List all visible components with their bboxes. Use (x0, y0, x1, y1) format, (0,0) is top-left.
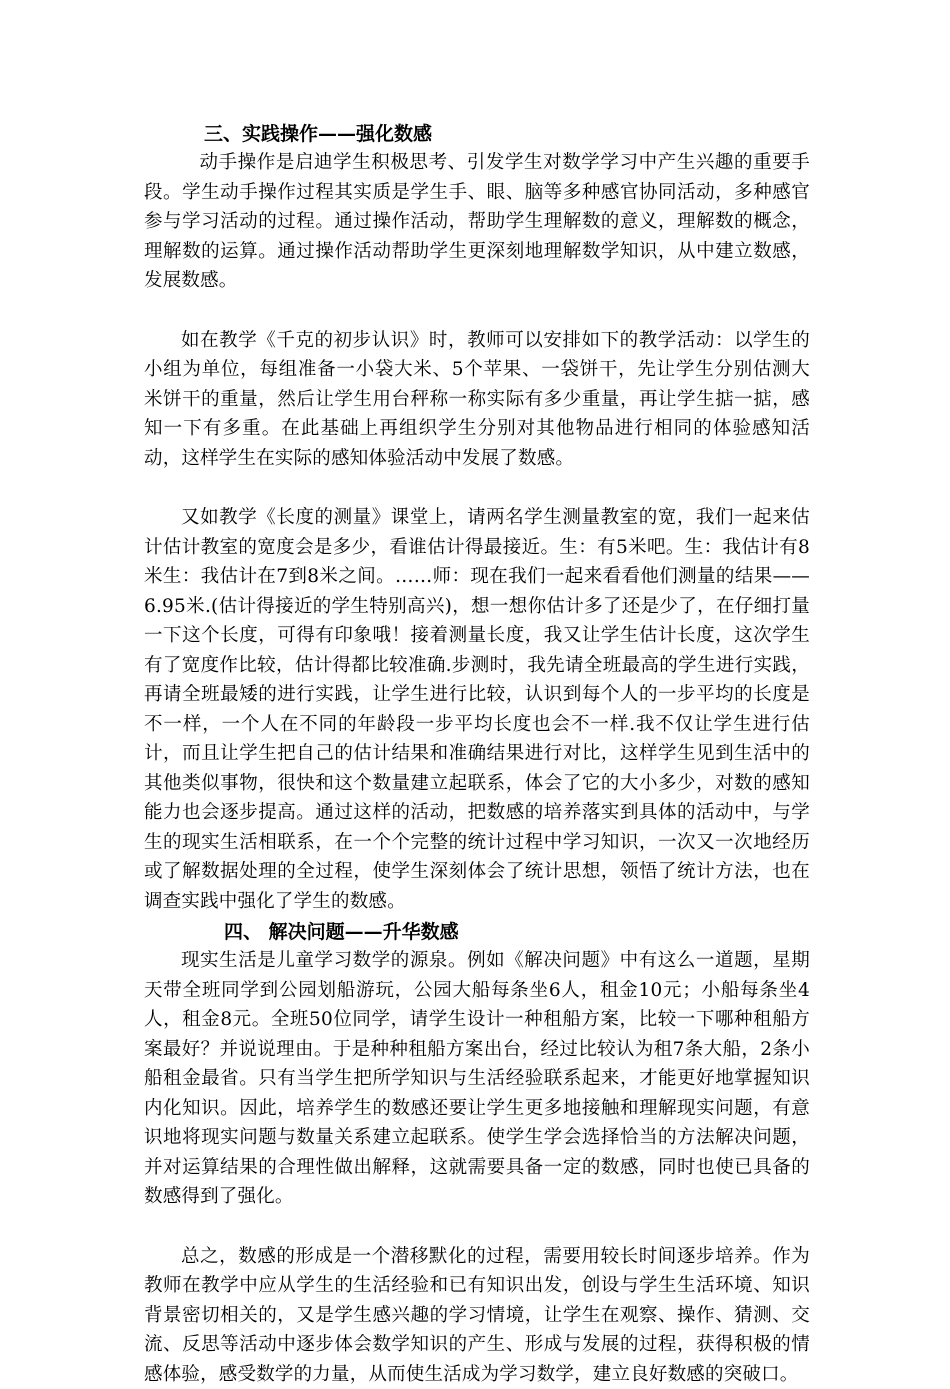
paragraph-gap (144, 1212, 810, 1242)
section-4-paragraph-1: 现实生活是儿童学习数学的源泉。例如《解决问题》中有这么一道题，星期天带全班同学到公园划船游玩，公园大船每条坐6人，租金10元；小船每条坐4人，租金8元。全班50位同学，请学生设计一种租船方案，比较一下哪种租船方案最好？并说说理由。于是种种租船方案出台，经过比较认为租7条大船，2条小船租金最省。只有当学生把所学知识与生活经验联系起来，才能更好地掌握知识内化知识。因此，培养学生的数感还要让学生更多地接触和理解现实问题，有意识地将现实问题与数量关系建立起联系。使学生学会选择恰当的方法解决问题，并对运算结果的合理性做出解释，这就需要具备一定的数感，同时也使已具备的数感得到了强化。 (144, 946, 810, 1212)
paragraph-gap (144, 296, 810, 326)
paragraph-gap (144, 473, 810, 503)
section-4-heading: 四、 解决问题——升华数感 (144, 918, 810, 946)
section-3-paragraph-1: 动手操作是启迪学生积极思考、引发学生对数学学习中产生兴趣的重要手段。学生动手操作过程其实质是学生手、眼、脑等多种感官协同活动，多种感官参与学习活动的过程。通过操作活动，帮助学生理解数的意义，理解数的概念，理解数的运算。通过操作活动帮助学生更深刻地理解数学知识，从中建立数感，发展数感。 (144, 148, 810, 296)
document-page (144, 120, 810, 1389)
section-3-paragraph-2: 如在教学《千克的初步认识》时，教师可以安排如下的教学活动：以学生的小组为单位，每组准备一小袋大米、5个苹果、一袋饼干，先让学生分别估测大米饼干的重量，然后让学生用台秤称一称实际有多少重量，再让学生掂一掂，感知一下有多重。在此基础上再组织学生分别对其他物品进行相同的体验感知活动，这样学生在实际的感知体验活动中发展了数感。 (144, 326, 810, 474)
section-3-paragraph-3: 又如教学《长度的测量》课堂上，请两名学生测量教室的宽，我们一起来估计估计教室的宽度会是多少，看谁估计得最接近。生：有5米吧。生：我估计有8米生：我估计在7到8米之间。……师：现在我们一起来看看他们测量的结果——6.95米.(估计得接近的学生特别高兴)，想一想你估计多了还是少了，在仔细打量一下这个长度，可得有印象哦！接着测量长度，我又让学生估计长度，这次学生有了宽度作比较，估计得都比较准确.步测时，我先请全班最高的学生进行实践，再请全班最矮的进行实践，让学生进行比较，认识到每个人的一步平均的长度是不一样，一个人在不同的年龄段一步平均长度也会不一样.我不仅让学生进行估计，而且让学生把自己的估计结果和准确结果进行对比，这样学生见到生活中的其他类似事物，很快和这个数量建立起联系，体会了它的大小多少，对数的感知能力也会逐步提高。通过这样的活动，把数感的培养落实到具体的活动中，与学生的现实生活相联系，在一个个完整的统计过程中学习知识，一次又一次地经历或了解数据处理的全过程，使学生深刻体会了统计思想，领悟了统计方法，也在调查实践中强化了学生的数感。 (144, 503, 810, 916)
section-3-heading: 三、实践操作——强化数感 (144, 120, 810, 148)
section-4-paragraph-2: 总之，数感的形成是一个潜移默化的过程，需要用较长时间逐步培养。作为教师在教学中应从学生的生活经验和已有知识出发，创设与学生生活环境、知识背景密切相关的，又是学生感兴趣的学习情境，让学生在观察、操作、猜测、交流、反思等活动中逐步体会数学知识的产生、形成与发展的过程，获得积极的情感体验，感受数学的力量，从而使生活成为学习数学，建立良好数感的突破口。 (144, 1242, 810, 1389)
